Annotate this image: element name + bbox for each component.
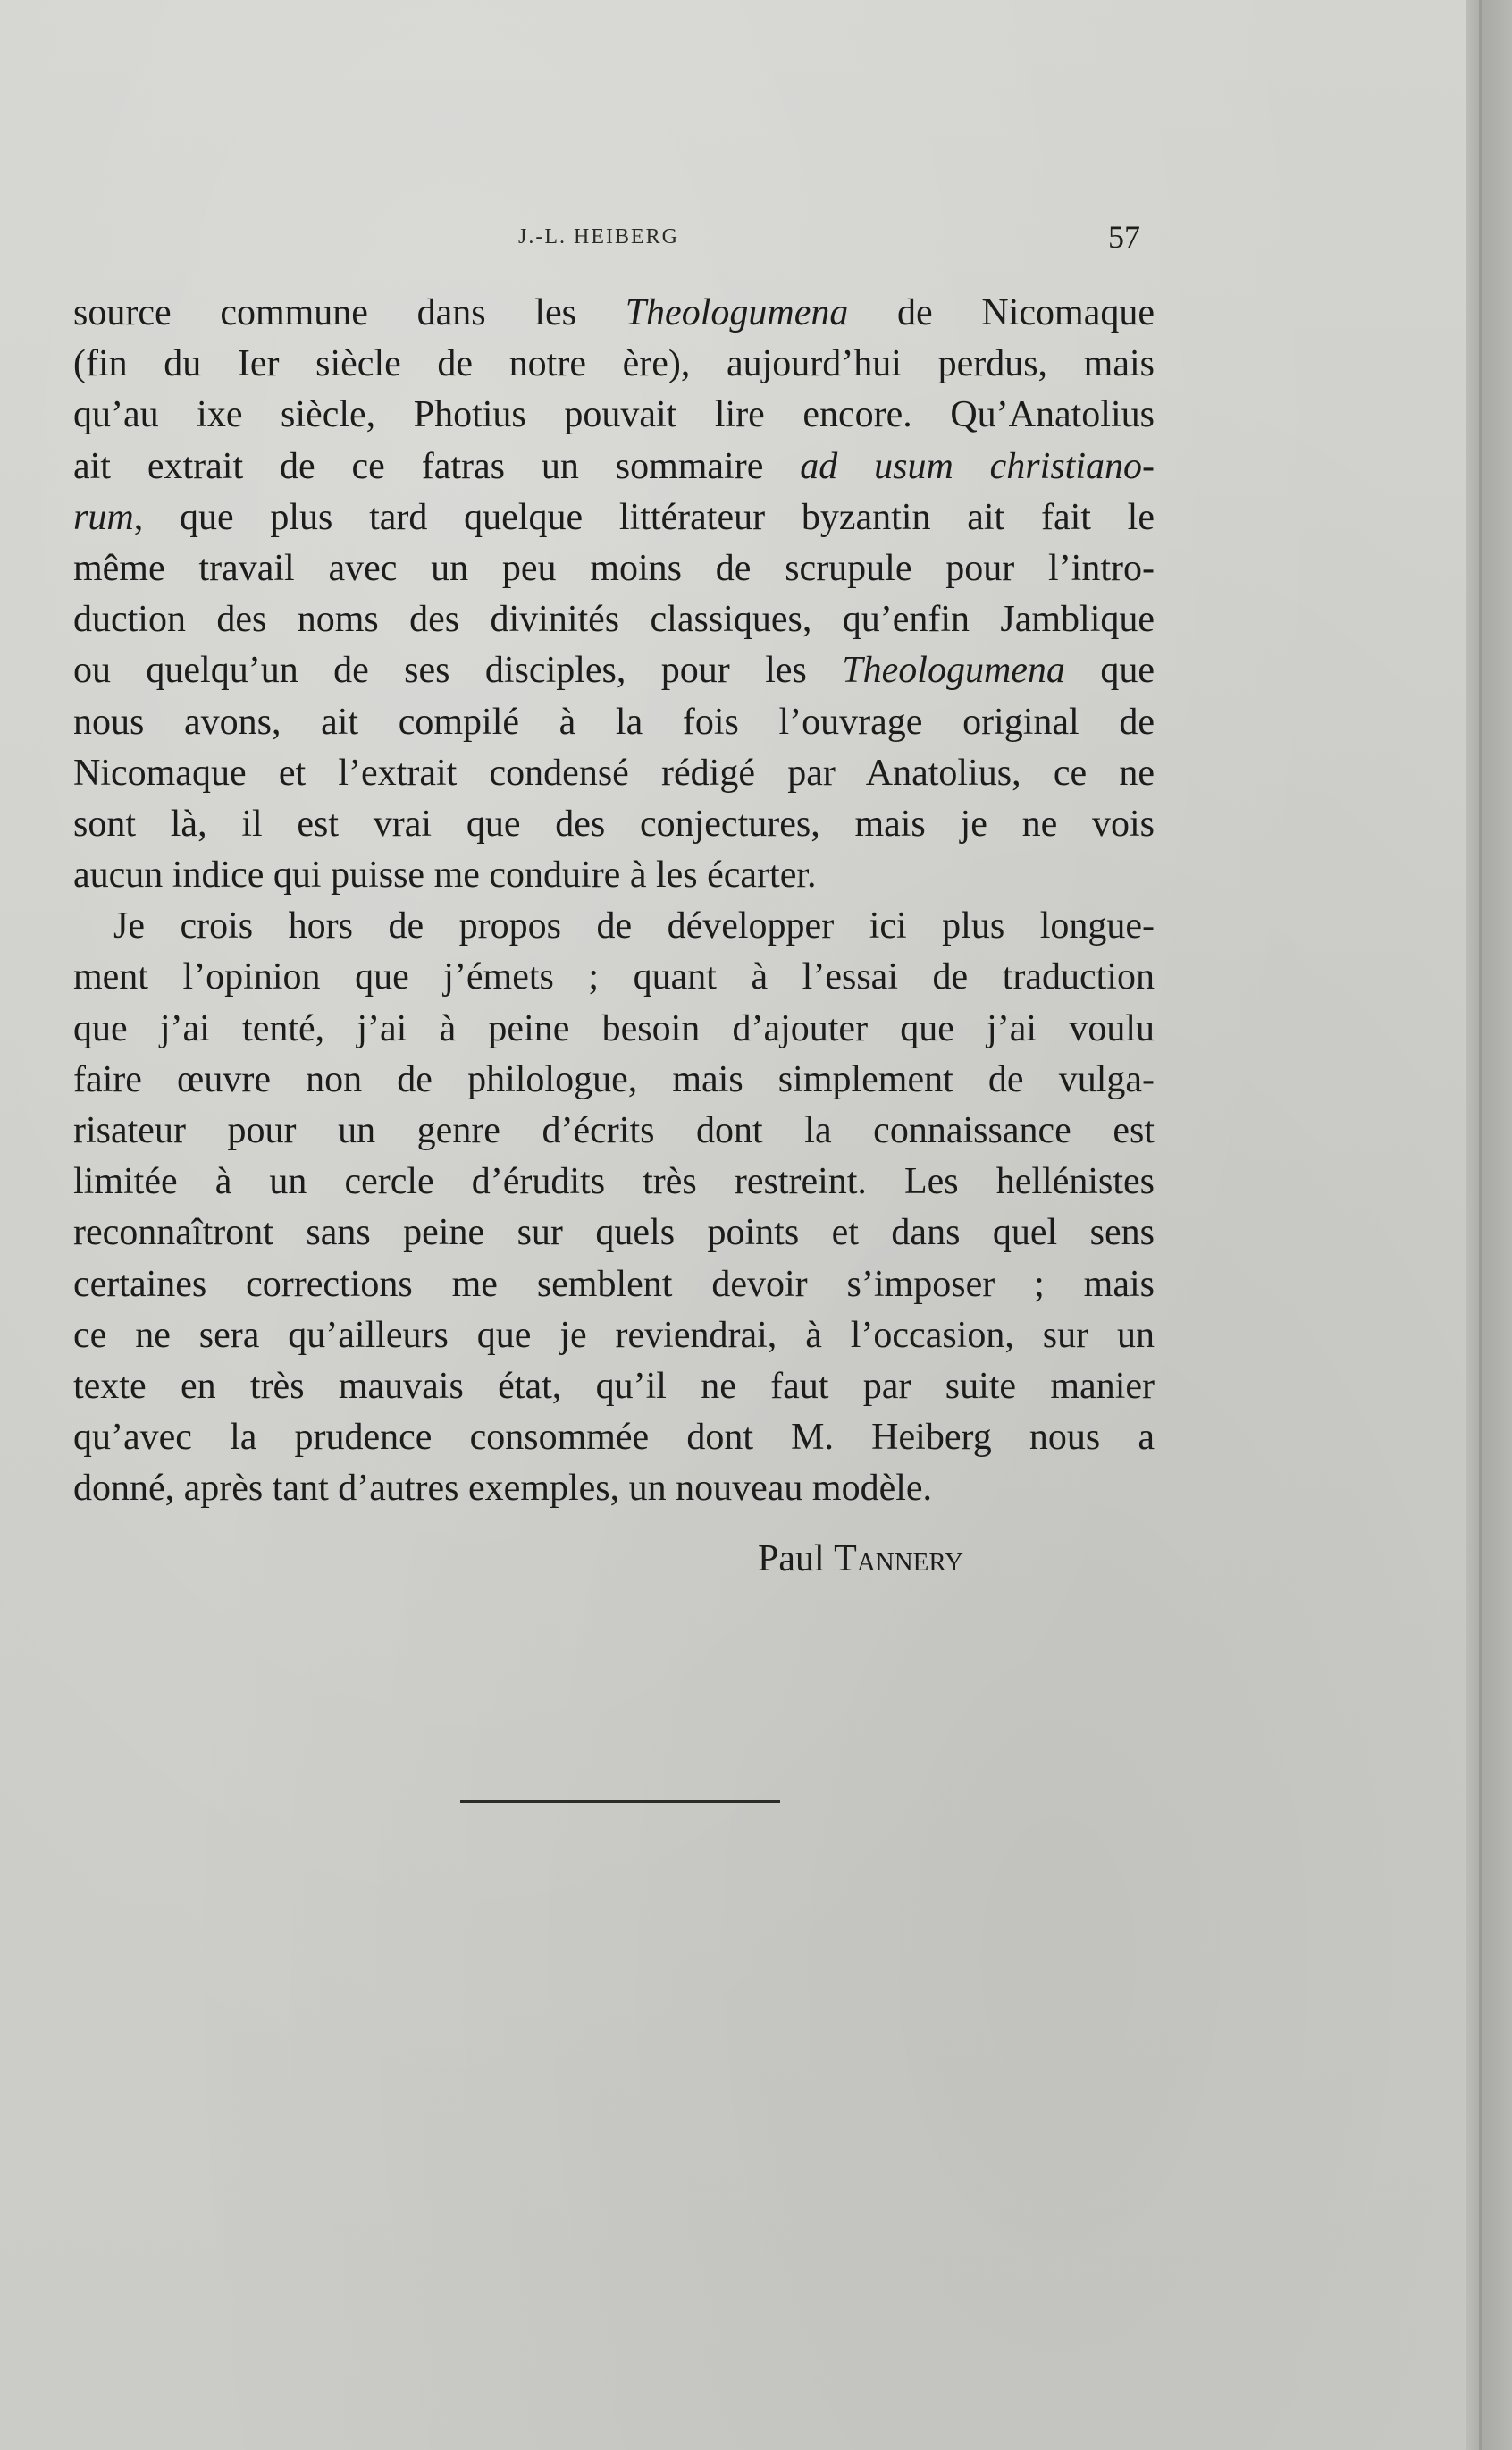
text-line: rum, que plus tard quelque littérateur byzantin ait fait le (73, 496, 1155, 538)
text-line: qu’au ixe siècle, Photius pouvait lire encore. Qu’Anatolius (73, 394, 1155, 436)
text-line: qu’avec la prudence consommée dont M. Heiberg nous a (73, 1417, 1155, 1459)
text-line: source commune dans les Theologumena de Nicomaque (73, 292, 1155, 333)
page-binding-edge (1466, 0, 1512, 2450)
text-line: certaines corrections me semblent devoir s’imposer ; mais (73, 1263, 1155, 1305)
text-line: sont là, il est vrai que des conjectures, mais je ne vois (73, 803, 1155, 845)
text-line: risateur pour un genre d’écrits dont la connaissance est (73, 1110, 1155, 1151)
text-line: aucun indice qui puisse me conduire à les écarter. (73, 855, 817, 897)
text-line: faire œuvre non de philologue, mais simplement de vulga- (73, 1058, 1155, 1100)
text-line: reconnaîtront sans peine sur quels points et dans quel sens (73, 1212, 1155, 1254)
text-line: ce ne sera qu’ailleurs que je reviendrai, à l’occasion, sur un (73, 1314, 1155, 1356)
running-head: J.-L. HEIBERG (518, 225, 679, 248)
text-line: duction des noms des divinités classiques, qu’enfin Jamblique (73, 599, 1155, 641)
text-line: ment l’opinion que j’émets ; quant à l’essai de traduction (73, 956, 1155, 998)
text-line: (fin du Ier siècle de notre ère), aujourd’hui perdus, mais (73, 343, 1155, 385)
text-line: Je crois hors de propos de développer ici plus longue- (113, 905, 1155, 947)
text-line: limitée à un cercle d’érudits très restreint. Les hellénistes (73, 1161, 1155, 1203)
author-signature: Paul Tannery (758, 1538, 964, 1579)
text-line: texte en très mauvais état, qu’il ne faut par suite manier (73, 1365, 1155, 1407)
text-line: Nicomaque et l’extrait condensé rédigé par Anatolius, ce ne (73, 752, 1155, 794)
text-line: que j’ai tenté, j’ai à peine besoin d’ajouter que j’ai voulu (73, 1007, 1155, 1049)
page-edge-shadow (1479, 0, 1482, 2450)
body-text (73, 288, 1155, 1515)
page-number: 57 (1108, 219, 1140, 255)
end-rule (460, 1800, 780, 1803)
text-line: nous avons, ait compilé à la fois l’ouvrage original de (73, 701, 1155, 743)
text-line: ait extrait de ce fatras un sommaire ad usum christiano- (73, 445, 1155, 487)
text-line: donné, après tant d’autres exemples, un nouveau modèle. (73, 1468, 933, 1510)
text-line: même travail avec un peu moins de scrupule pour l’intro- (73, 547, 1155, 589)
text-line: ou quelqu’un de ses disciples, pour les Theologumena que (73, 650, 1155, 692)
